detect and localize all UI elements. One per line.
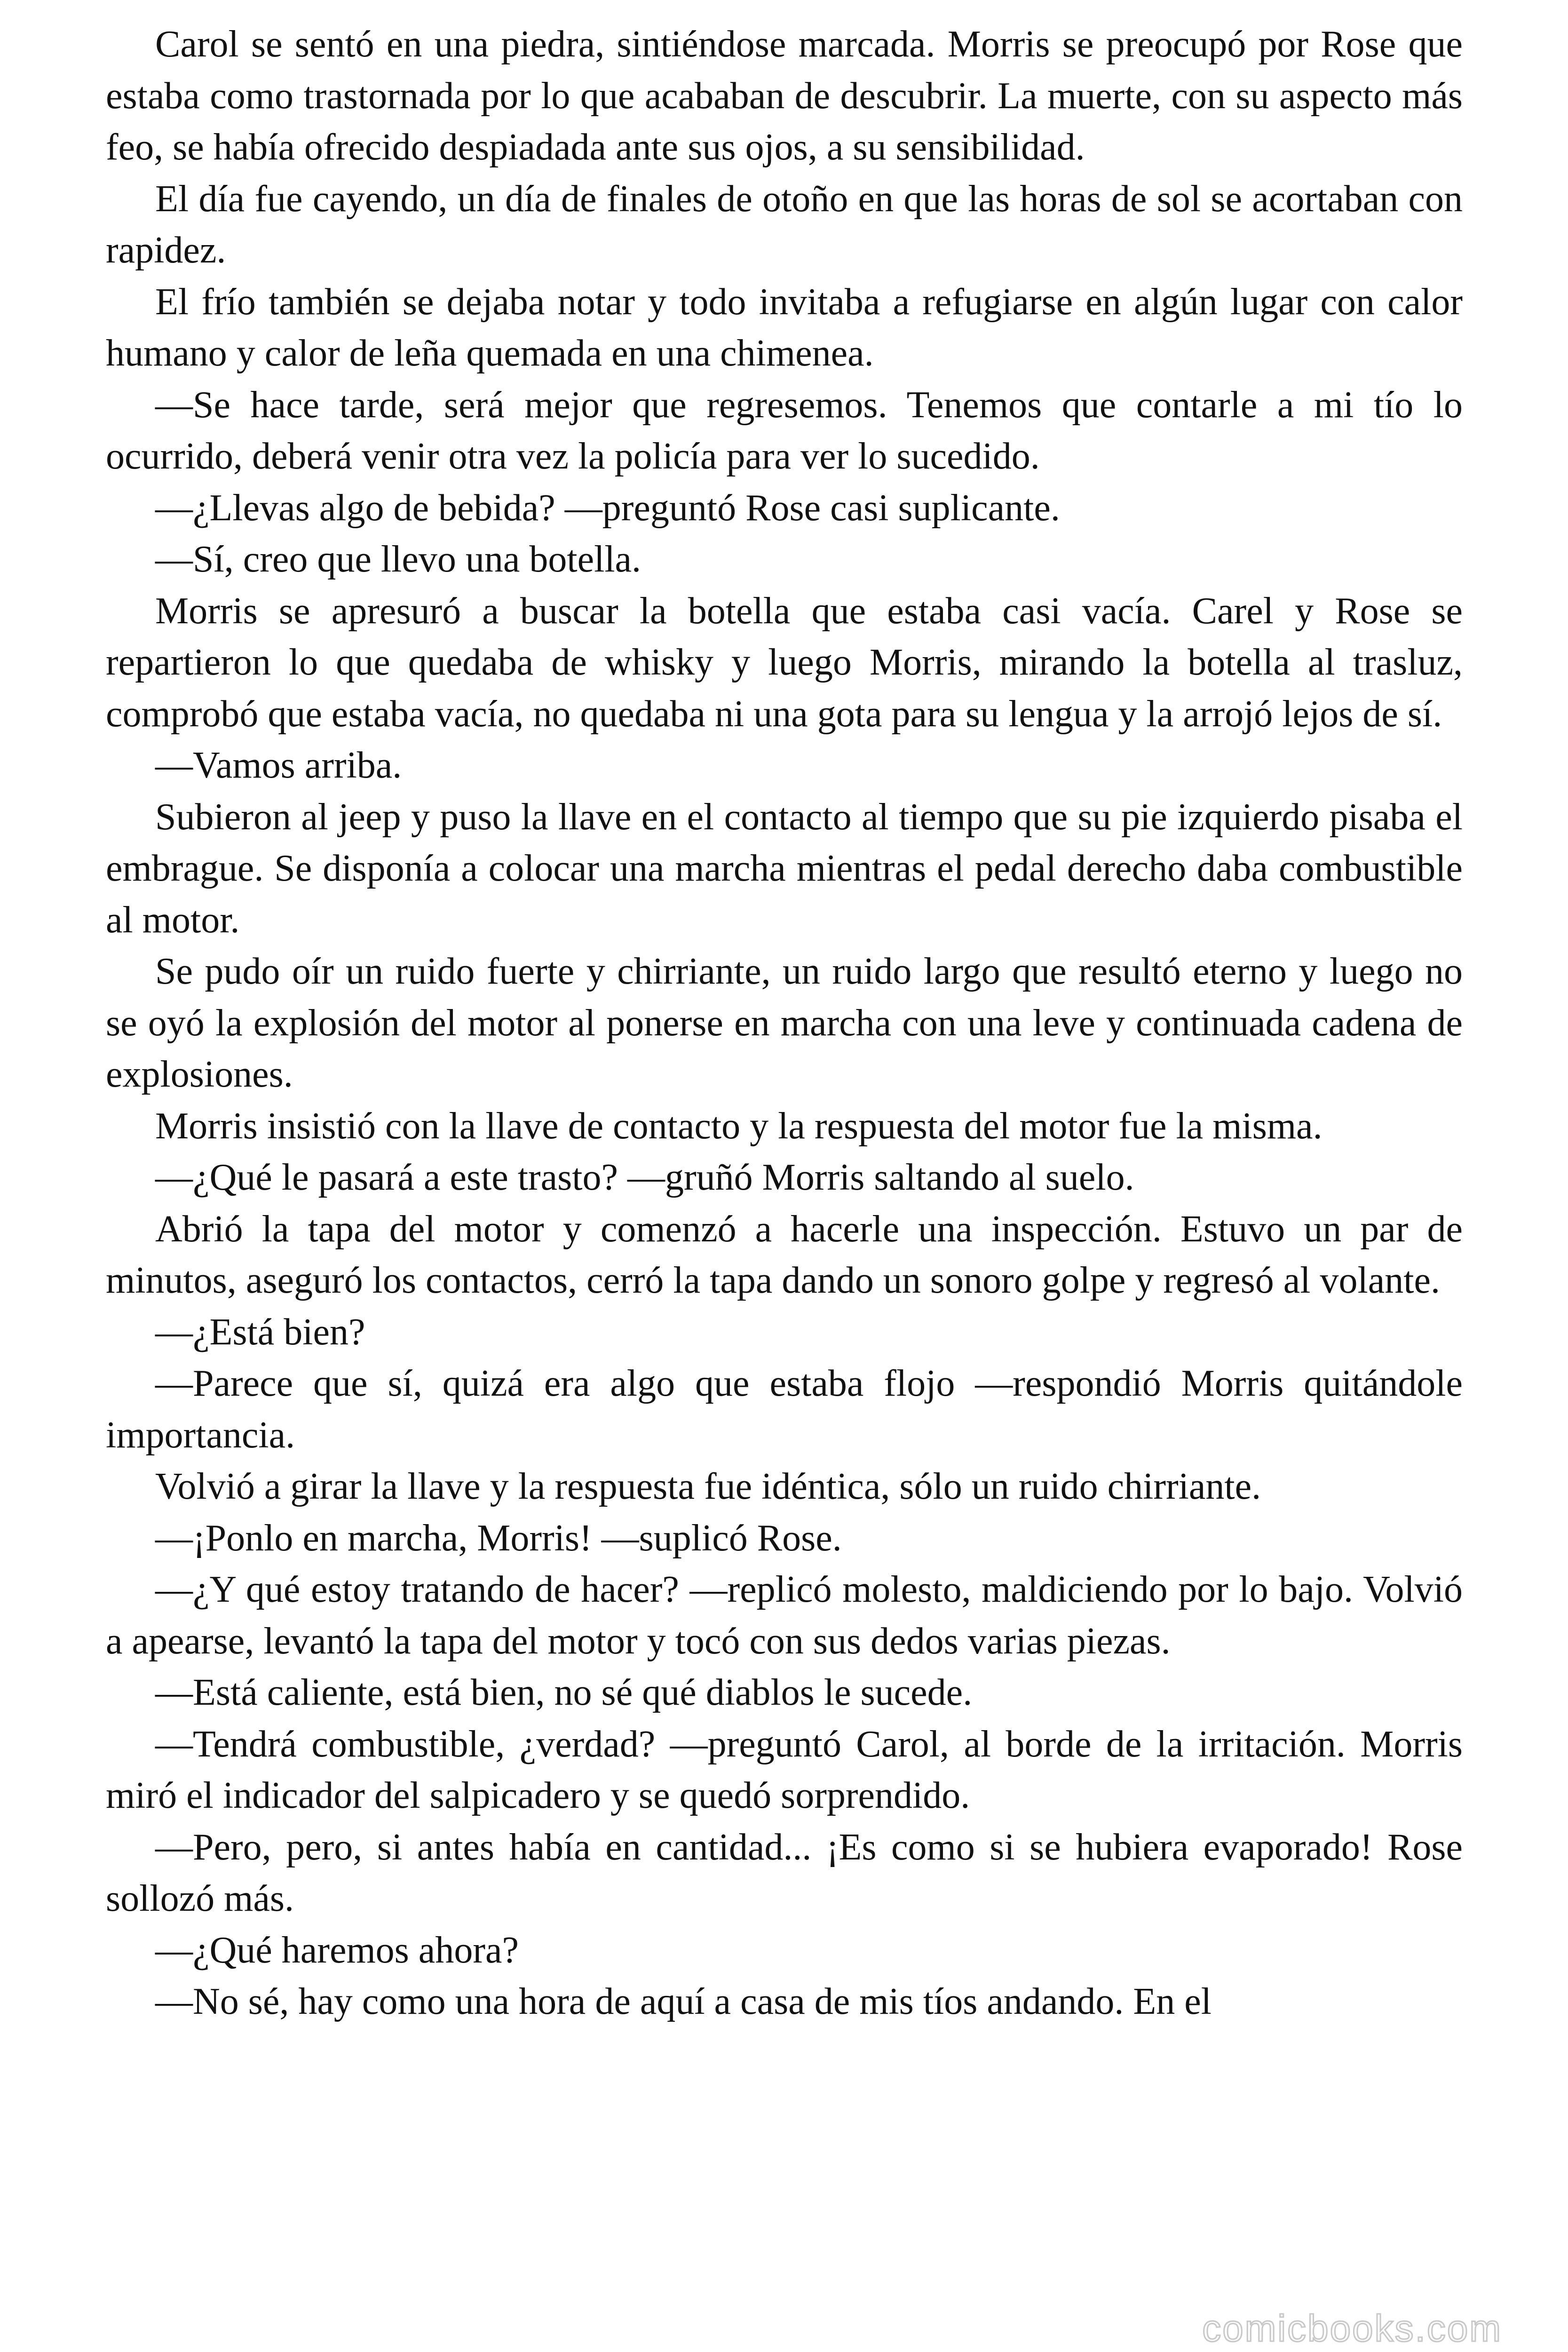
page-body: [106, 19, 1463, 2028]
paragraph: —¿Qué le pasará a este trasto? —gruñó Morris saltando al suelo.: [155, 1157, 1134, 1198]
paragraph: —¡Ponlo en marcha, Morris! —suplicó Rose.: [155, 1517, 842, 1559]
paragraph: El día fue cayendo, un día de finales de otoño en que las horas de sol se acortaban con rapidez.: [106, 178, 1463, 271]
paragraph: —Parece que sí, quizá era algo que estaba flojo —respondió Morris quitándole importancia.: [106, 1363, 1463, 1456]
paragraph: Morris se apresuró a buscar la botella que estaba casi vacía. Carel y Rose se repartieron lo que quedaba de whisky y luego Morris, mirando la botella al trasluz, comprobó que estaba vacía, no quedaba ni una gota para su lengua y la arrojó lejos de sí.: [106, 590, 1463, 735]
paragraph: —No sé, hay como una hora de aquí a casa de mis tíos andando. En el: [155, 1981, 1212, 2022]
paragraph: —Se hace tarde, será mejor que regresemos. Tenemos que contarle a mi tío lo ocurrido, deberá venir otra vez la policía para ver lo sucedido.: [106, 384, 1463, 477]
paragraph: —Sí, creo que llevo una botella.: [155, 539, 641, 580]
paragraph: —Está caliente, está bien, no sé qué diablos le sucede.: [155, 1672, 973, 1713]
paragraph: —¿Está bien?: [155, 1311, 365, 1353]
paragraph: Abrió la tapa del motor y comenzó a hacerle una inspección. Estuvo un par de minutos, aseguró los contactos, cerró la tapa dando un sonoro golpe y regresó al volante.: [106, 1208, 1463, 1301]
paragraph: —¿Qué haremos ahora?: [155, 1929, 519, 1971]
paragraph: —¿Y qué estoy tratando de hacer? —replicó molesto, maldiciendo por lo bajo. Volvió a apearse, levantó la tapa del motor y tocó con sus dedos varias piezas.: [106, 1569, 1463, 1662]
paragraph: —¿Llevas algo de bebida? —preguntó Rose casi suplicante.: [155, 487, 1060, 529]
paragraph: Subieron al jeep y puso la llave en el contacto al tiempo que su pie izquierdo pisaba el embrague. Se disponía a colocar una marcha mientras el pedal derecho daba combustible al motor.: [106, 796, 1463, 941]
paragraph: —Pero, pero, si antes había en cantidad... ¡Es como si se hubiera evaporado! Rose sollozó más.: [106, 1826, 1463, 1919]
paragraph: Morris insistió con la llave de contacto y la respuesta del motor fue la misma.: [155, 1105, 1323, 1147]
paragraph: Se pudo oír un ruido fuerte y chirriante, un ruido largo que resultó eterno y luego no se oyó la explosión del motor al ponerse en marcha con una leve y continuada cadena de explosiones.: [106, 951, 1463, 1095]
paragraph: Carol se sentó en una piedra, sintiéndose marcada. Morris se preocupó por Rose que estaba como trastornada por lo que acababan de descubrir. La muerte, con su aspecto más feo, se había ofrecido despiadada ante sus ojos, a su sensibilidad.: [106, 24, 1463, 168]
paragraph: Volvió a girar la llave y la respuesta fue idéntica, sólo un ruido chirriante.: [155, 1466, 1261, 1507]
paragraph: —Vamos arriba.: [155, 745, 402, 786]
paragraph: El frío también se dejaba notar y todo invitaba a refugiarse en algún lugar con calor humano y calor de leña quemada en una chimenea.: [106, 281, 1463, 374]
watermark: comicbooks.com: [1202, 2307, 1502, 2349]
paragraph: —Tendrá combustible, ¿verdad? —preguntó Carol, al borde de la irritación. Morris miró el indicador del salpicadero y se quedó sorprendido.: [106, 1723, 1463, 1816]
